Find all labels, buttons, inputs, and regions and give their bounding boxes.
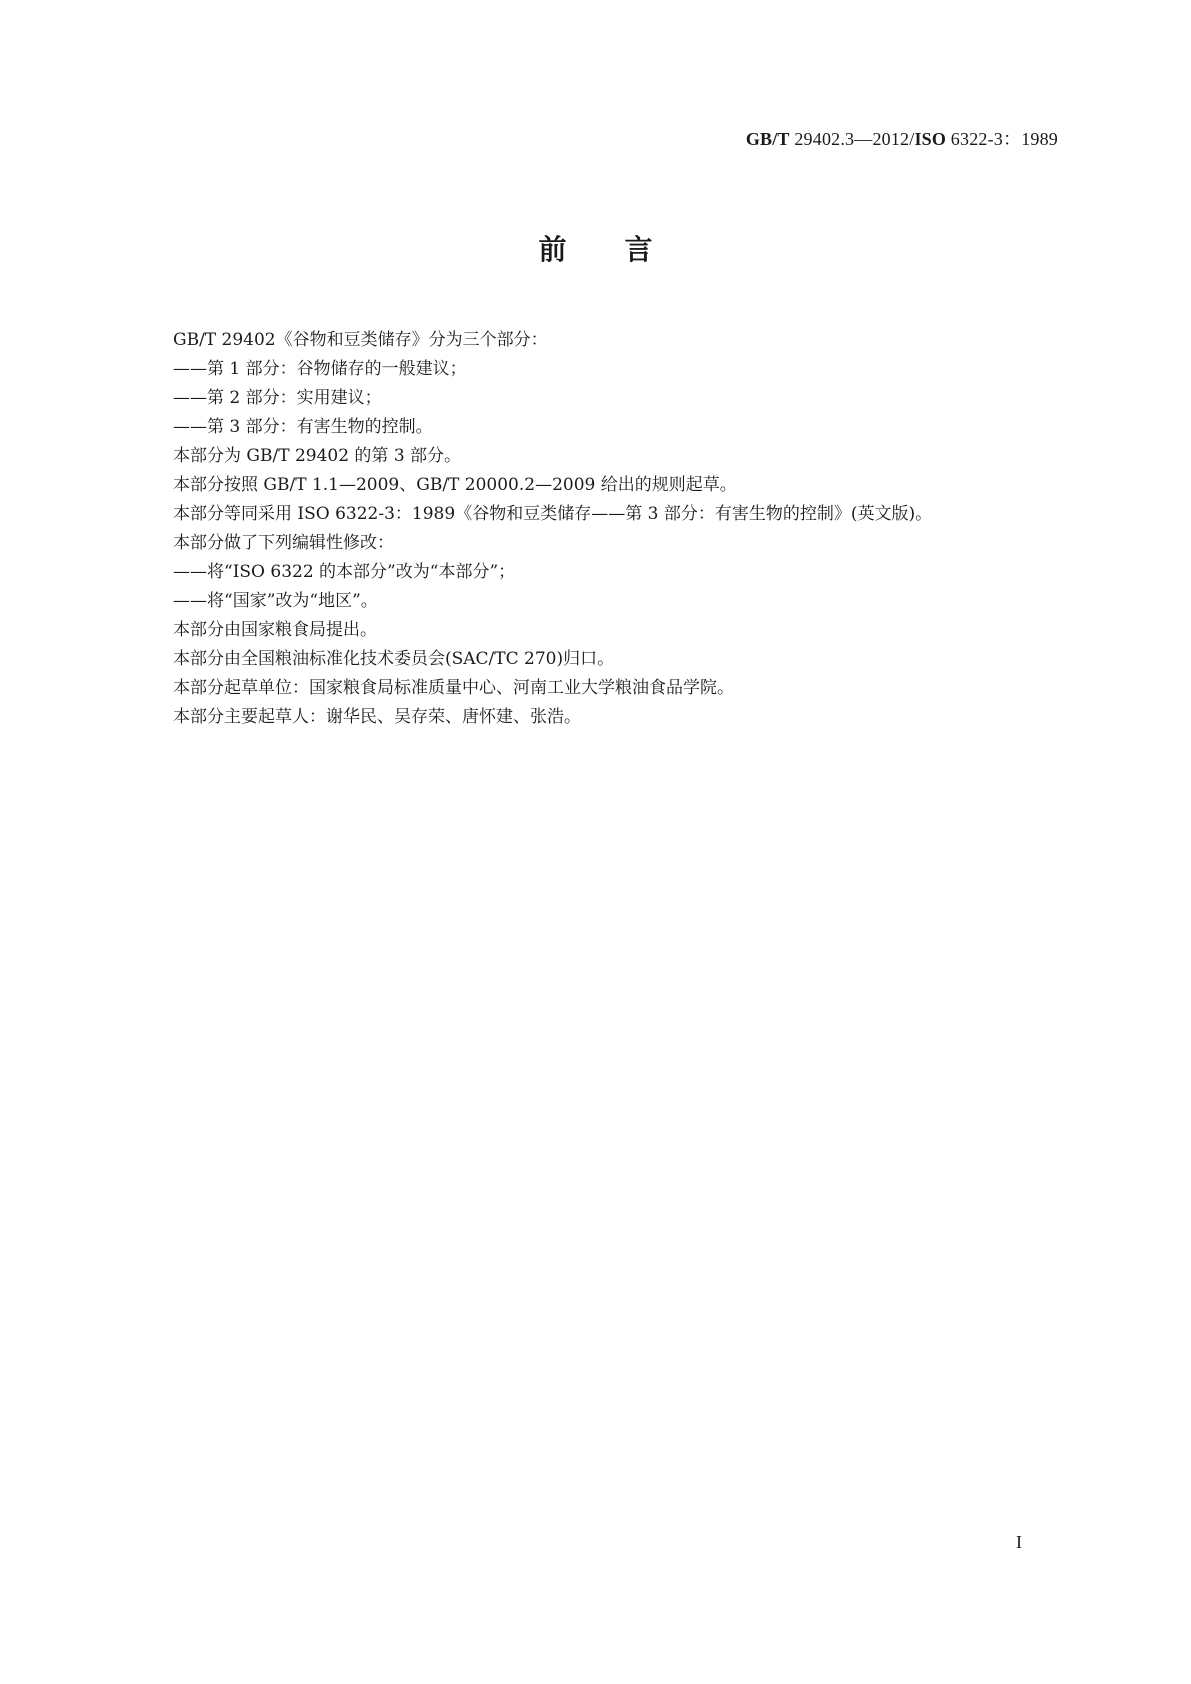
list-item: ——第 1 部分：谷物储存的一般建议；: [173, 359, 467, 379]
iso-code-number: 6322-3：1989: [946, 129, 1058, 149]
list-item: ——将“ISO 6322 的本部分”改为“本部分”；: [173, 562, 516, 582]
list-item: ——第 2 部分：实用建议；: [173, 388, 382, 408]
list-item: ——第 3 部分：有害生物的控制。: [173, 417, 433, 437]
paragraph-line: 本部分等同采用 ISO 6322-3：1989《谷物和豆类储存——第 3 部分：有害生物的控制》(英文版)。: [173, 504, 933, 524]
iso-code-prefix: ISO: [914, 129, 947, 149]
paragraph-line: 本部分由全国粮油标准化技术委员会(SAC/TC 270)归口。: [173, 649, 615, 669]
foreword-body: [173, 326, 1053, 732]
list-item: ——将“国家”改为“地区”。: [173, 591, 378, 611]
paragraph-line: 本部分主要起草人：谢华民、吴存荣、唐怀建、张浩。: [173, 707, 581, 727]
standard-code-prefix: GB/T: [745, 129, 790, 149]
paragraph-line: 本部分做了下列编辑性修改：: [173, 533, 394, 553]
paragraph-line: 本部分按照 GB/T 1.1—2009、GB/T 20000.2—2009 给出的规则起草。: [173, 475, 737, 495]
paragraph-line: 本部分为 GB/T 29402 的第 3 部分。: [173, 446, 462, 466]
standard-number-header: [746, 125, 1058, 151]
paragraph-line: 本部分起草单位：国家粮食局标准质量中心、河南工业大学粮油食品学院。: [173, 678, 734, 698]
page-title: 前言: [538, 233, 711, 266]
paragraph-line: 本部分由国家粮食局提出。: [173, 620, 377, 640]
page-number: I: [1016, 1532, 1022, 1552]
paragraph-line: GB/T 29402《谷物和豆类储存》分为三个部分：: [173, 330, 548, 350]
standard-code-number: 29402.3—2012/: [789, 129, 915, 149]
